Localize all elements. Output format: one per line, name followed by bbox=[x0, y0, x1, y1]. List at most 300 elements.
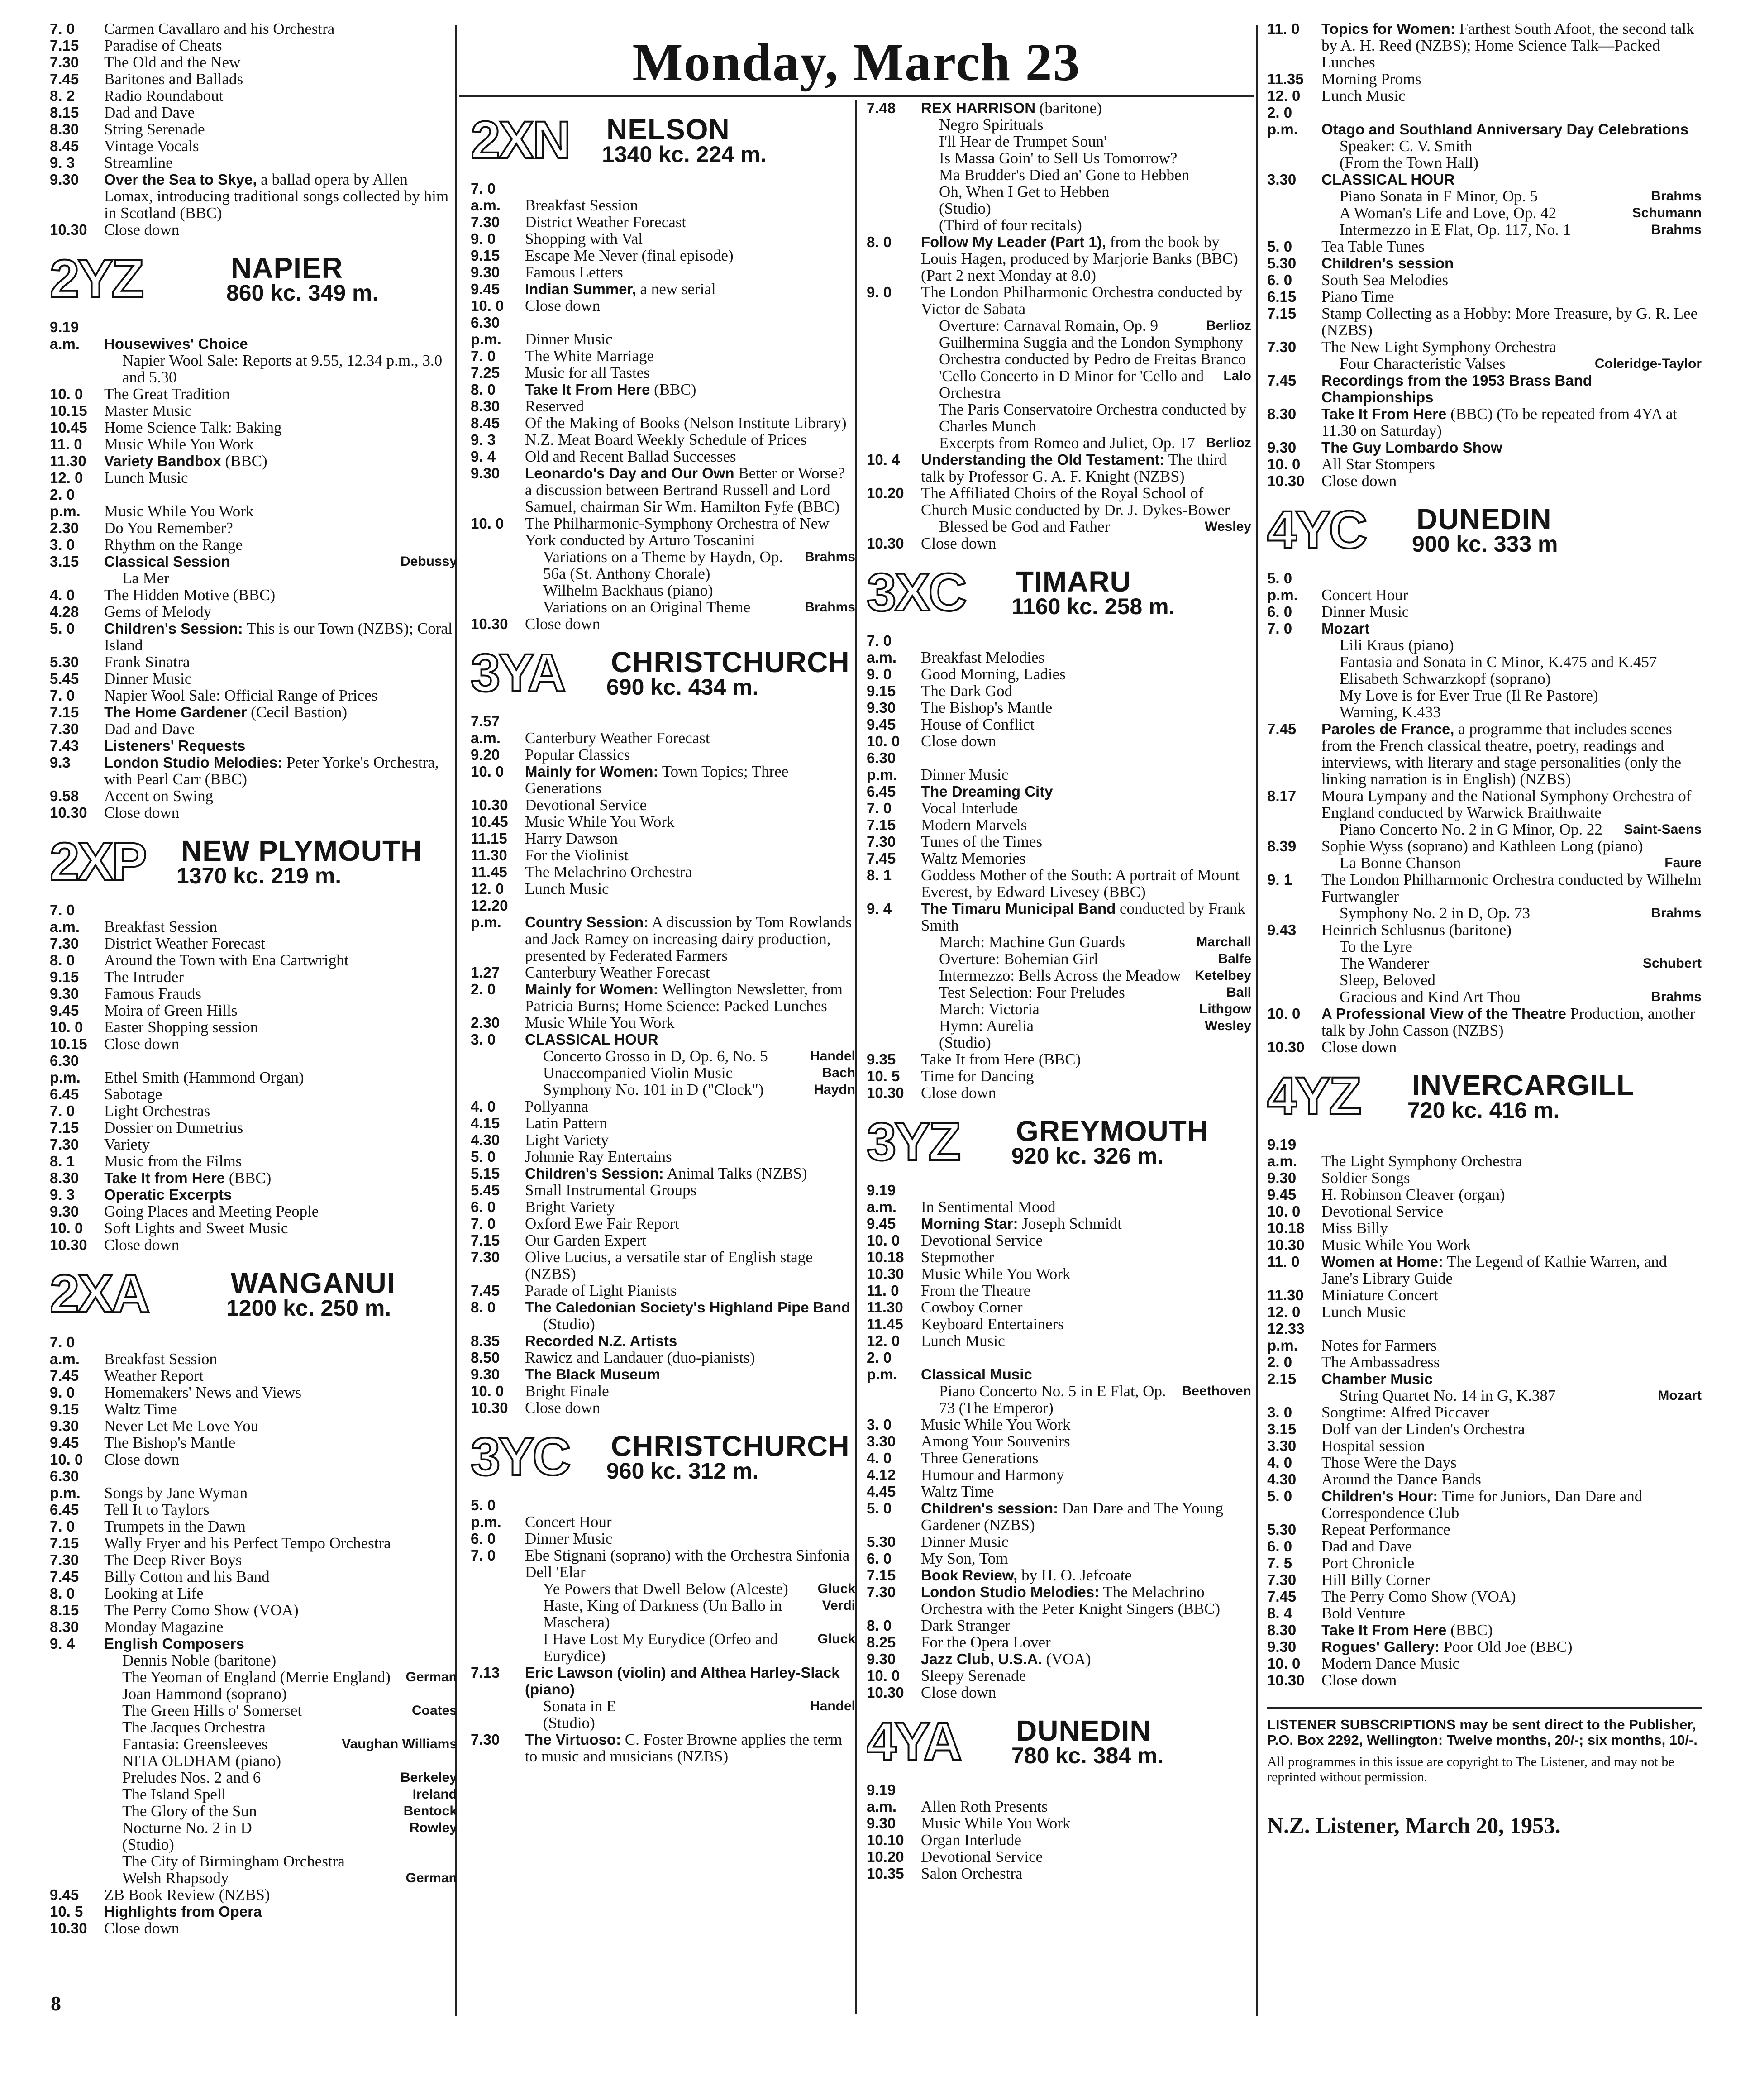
station-header bbox=[867, 565, 1251, 624]
entry-title: The Home Gardener bbox=[104, 704, 247, 721]
programme-entry bbox=[867, 1232, 1251, 1249]
programme-entry bbox=[867, 485, 1251, 535]
programme-entry bbox=[867, 1865, 1251, 1882]
entry-text: Salon Orchestra bbox=[921, 1865, 1023, 1882]
entry-time: 9.45 bbox=[50, 1434, 79, 1451]
entry-text: Of the Making of Books (Nelson Institute Library) bbox=[525, 414, 847, 432]
entry-title: Rogues' Gallery: bbox=[1321, 1638, 1440, 1655]
station-city: DUNEDIN bbox=[1016, 1714, 1151, 1747]
programme-entry bbox=[867, 867, 1251, 900]
programme-entry bbox=[471, 465, 855, 515]
entry-time: 7. 0 bbox=[50, 1518, 75, 1535]
entry-time: 9. 0 bbox=[471, 230, 496, 247]
entry-composer: Wesley bbox=[1205, 1018, 1251, 1033]
entry-time: 8. 0 bbox=[471, 1299, 496, 1316]
station-frequency: 1370 kc. 219 m. bbox=[176, 863, 342, 888]
programme-entry bbox=[50, 1551, 457, 1568]
entry-text: The New Light Symphony Orchestra bbox=[1321, 338, 1557, 356]
entry-text: Vintage Vocals bbox=[104, 137, 199, 155]
programme-entry bbox=[471, 616, 855, 632]
entry-title: Over the Sea to Skye, bbox=[104, 171, 257, 188]
column-3 bbox=[867, 100, 1251, 2100]
entry-text: Olive Lucius, a versatile star of English stage (NZBS) bbox=[525, 1248, 813, 1283]
programme-entry bbox=[1267, 305, 1702, 339]
entry-text: District Weather Forecast bbox=[525, 213, 687, 231]
programme-entry bbox=[867, 1433, 1251, 1450]
entry-time: 7.30 bbox=[1267, 1571, 1297, 1588]
programme-entry bbox=[1267, 1236, 1702, 1253]
programme-entry bbox=[1267, 871, 1702, 921]
programme-entry bbox=[471, 964, 855, 981]
programme-entry bbox=[471, 1366, 855, 1383]
station-callsign: 2XP bbox=[50, 832, 146, 892]
programme-entry bbox=[867, 1533, 1251, 1550]
station-callsign: 2XA bbox=[50, 1264, 148, 1324]
entry-title: Morning Star: bbox=[921, 1215, 1018, 1232]
entry-text: South Sea Melodies bbox=[1321, 271, 1448, 289]
entry-detail: (From the Town Hall) bbox=[1340, 154, 1479, 172]
entry-text: The Intruder bbox=[104, 968, 184, 986]
entry-time: 6.45 bbox=[867, 783, 896, 800]
programme-entry bbox=[1267, 1253, 1702, 1287]
entry-time: 7.45 bbox=[471, 1282, 500, 1299]
programme-entry bbox=[50, 104, 457, 121]
entry-text: Napier Wool Sale: Official Range of Prices bbox=[104, 687, 378, 704]
programme-entry bbox=[50, 1220, 457, 1236]
programme-entry bbox=[50, 1501, 457, 1518]
programme-entry bbox=[471, 830, 855, 847]
programme-entry bbox=[867, 1815, 1251, 1832]
entry-text: Hill Billy Corner bbox=[1321, 1571, 1430, 1589]
entry-detail: (Studio) bbox=[939, 200, 991, 217]
programme-entry bbox=[1267, 1588, 1702, 1605]
entry-text: Close down bbox=[1321, 472, 1397, 490]
entry-text: Do You Remember? bbox=[104, 519, 233, 537]
programme-entry bbox=[50, 687, 457, 704]
entry-time: 6.45 bbox=[50, 1501, 79, 1518]
entry-text: Dossier on Dumetrius bbox=[104, 1119, 243, 1136]
entry-time: 3. 0 bbox=[50, 536, 75, 553]
programme-entry bbox=[50, 221, 457, 238]
entry-detail: Brahms Gracious and Kind Art Thou bbox=[1340, 988, 1702, 1006]
entry-composer: Lalo bbox=[1223, 368, 1251, 383]
entry-text: Harry Dawson bbox=[525, 830, 618, 847]
entry-time: 6.30 p.m. bbox=[50, 1468, 81, 1501]
entry-text: Devotional Service bbox=[921, 1848, 1043, 1866]
entry-time: 2.15 bbox=[1267, 1370, 1297, 1387]
entry-time: 12. 0 bbox=[1267, 1303, 1301, 1320]
entry-time: 3.30 bbox=[1267, 1437, 1297, 1454]
entry-composer: Faure bbox=[1664, 855, 1702, 870]
entry-text: Gems of Melody bbox=[104, 603, 212, 620]
entry-text: Easter Shopping session bbox=[104, 1018, 258, 1036]
station-header bbox=[1267, 500, 1702, 562]
entry-text: a ballad opera by Allen Lomax, introducing traditional songs collected by him in Scotland (BBC) bbox=[104, 171, 449, 222]
entry-text: Close down bbox=[104, 1035, 180, 1053]
entry-text: Sophie Wyss (soprano) and Kathleen Long (piano) bbox=[1321, 837, 1643, 855]
entry-time: 11.45 bbox=[471, 864, 507, 880]
entry-text: My Son, Tom bbox=[921, 1550, 1008, 1567]
entry-time: 7.57 a.m. bbox=[471, 713, 501, 746]
programme-entry bbox=[867, 1349, 1251, 1416]
programme-entry bbox=[50, 804, 457, 821]
entry-time: 2.30 bbox=[471, 1014, 500, 1031]
entry-title: Mainly for Women: bbox=[525, 981, 658, 998]
programme-entry bbox=[1267, 87, 1702, 104]
programme-entry bbox=[1267, 238, 1702, 255]
entry-title: Jazz Club, U.S.A. bbox=[921, 1651, 1042, 1667]
entry-text: The Perry Como Show (VOA) bbox=[104, 1601, 299, 1619]
entry-time: 11. 0 bbox=[867, 1282, 899, 1299]
entry-time: 9.15 bbox=[867, 682, 896, 699]
entry-time: 12.33 p.m. bbox=[1267, 1320, 1305, 1354]
programme-entry bbox=[50, 419, 457, 436]
entry-detail: Faure La Bonne Chanson bbox=[1340, 854, 1702, 872]
programme-entry bbox=[471, 1148, 855, 1165]
programme-entry bbox=[1267, 1005, 1702, 1039]
programme-entry bbox=[1267, 921, 1702, 1005]
entry-title: Children's session bbox=[1321, 255, 1454, 272]
entry-time: 6. 0 bbox=[1267, 1538, 1292, 1555]
entry-text: For the Violinist bbox=[525, 846, 629, 864]
entry-detail: Vaughan Williams Fantasia: Greensleeves bbox=[122, 1735, 457, 1753]
entry-title: The Timaru Municipal Band bbox=[921, 900, 1116, 917]
entry-composer: Brahms bbox=[805, 600, 855, 615]
entry-text: The Perry Como Show (VOA) bbox=[1321, 1588, 1516, 1605]
entry-time: 8.35 bbox=[471, 1332, 500, 1349]
entry-detail: Gluck Ye Powers that Dwell Below (Alceste) bbox=[543, 1580, 855, 1598]
programme-entry bbox=[867, 1781, 1251, 1815]
entry-text: The Bishop's Mantle bbox=[921, 699, 1053, 716]
programme-entry bbox=[1267, 570, 1702, 603]
programme-entry bbox=[50, 87, 457, 104]
entry-composer: Bach bbox=[822, 1065, 855, 1080]
entry-text: Popular Classics bbox=[525, 746, 630, 764]
programme-entry bbox=[50, 1136, 457, 1153]
entry-title: The Virtuoso: bbox=[525, 1731, 621, 1748]
entry-time: 8.30 bbox=[1267, 1622, 1297, 1638]
programme-entry bbox=[1267, 1370, 1702, 1404]
programme-entry bbox=[50, 1102, 457, 1119]
entry-time: 10.15 bbox=[50, 1036, 87, 1052]
entry-text: Lunch Music bbox=[921, 1332, 1005, 1350]
entry-composer: Vaughan Williams bbox=[342, 1737, 457, 1752]
entry-text: Close down bbox=[1321, 1038, 1397, 1056]
entry-title: Chamber Music bbox=[1321, 1370, 1433, 1387]
station-header bbox=[867, 1112, 1251, 1174]
entry-time: 9.30 bbox=[50, 171, 79, 188]
entry-text: Those Were the Days bbox=[1321, 1454, 1457, 1471]
programme-entry bbox=[50, 138, 457, 154]
entry-composer: Debussy bbox=[400, 554, 457, 569]
entry-time: 8.45 bbox=[471, 415, 500, 431]
entry-time: 7.25 bbox=[471, 364, 500, 381]
entry-text: Around the Dance Bands bbox=[1321, 1470, 1481, 1488]
entry-text: District Weather Forecast bbox=[104, 935, 266, 952]
programme-entry bbox=[1267, 1521, 1702, 1538]
programme-entry bbox=[50, 620, 457, 654]
entry-text: Production, another talk by John Casson (NZBS) bbox=[1321, 1005, 1695, 1039]
entry-time: 10.30 bbox=[1267, 1236, 1305, 1253]
programme-entry bbox=[1267, 1404, 1702, 1421]
entry-time: 12.20 p.m. bbox=[471, 897, 508, 931]
entry-time: 7.30 bbox=[50, 1551, 79, 1568]
programme-entry bbox=[50, 1535, 457, 1551]
entry-text: The Great Tradition bbox=[104, 385, 230, 403]
entry-time: 9.30 bbox=[471, 264, 500, 281]
entry-detail: Brahms Piano Sonata in F Minor, Op. 5 bbox=[1340, 187, 1702, 205]
entry-text: Master Music bbox=[104, 402, 192, 420]
entry-text: Close down bbox=[525, 1399, 601, 1417]
entry-detail: (Studio) bbox=[122, 1836, 174, 1853]
programme-entry bbox=[1267, 788, 1702, 838]
entry-title: The Dreaming City bbox=[921, 783, 1053, 800]
entry-time: 10.30 bbox=[471, 1399, 508, 1416]
programme-entry bbox=[867, 800, 1251, 816]
entry-text: Dinner Music bbox=[104, 670, 192, 687]
entry-text: Soldier Songs bbox=[1321, 1169, 1410, 1187]
programme-entry bbox=[867, 666, 1251, 682]
programme-entry bbox=[1267, 272, 1702, 288]
programme-entry bbox=[867, 100, 1251, 234]
entry-time: 5. 0 bbox=[471, 1148, 496, 1165]
programme-entry bbox=[867, 1651, 1251, 1667]
entry-time: 8.15 bbox=[50, 1602, 79, 1618]
programme-entry bbox=[471, 1014, 855, 1031]
entry-text: Modern Marvels bbox=[921, 816, 1027, 834]
entry-time: 7.13 bbox=[471, 1664, 500, 1681]
programme-entry bbox=[50, 469, 457, 486]
programme-entry bbox=[867, 716, 1251, 733]
entry-text: Breakfast Session bbox=[104, 1350, 217, 1368]
entry-title: Highlights from Opera bbox=[104, 1903, 262, 1920]
entry-time: 7. 0 bbox=[867, 800, 892, 816]
entry-detail: Warning, K.433 bbox=[1340, 703, 1441, 721]
entry-time: 7.30 bbox=[1267, 339, 1297, 355]
entry-detail: Balfe Overture: Bohemian Girl bbox=[939, 950, 1251, 968]
entry-text: (BBC) bbox=[229, 1169, 272, 1187]
entry-detail: The Paris Conservatoire Orchestra conducted by Charles Munch bbox=[939, 401, 1247, 435]
issue-footer: N.Z. Listener, March 20, 1953. bbox=[1267, 1813, 1561, 1838]
entry-text: Dinner Music bbox=[921, 766, 1009, 783]
station-header bbox=[471, 643, 855, 705]
entry-text: Close down bbox=[104, 1236, 180, 1254]
entry-time: 7.48 bbox=[867, 100, 896, 116]
entry-time: 7. 0 bbox=[471, 1547, 496, 1564]
entry-detail: Haydn Symphony No. 101 in D ("Clock") bbox=[543, 1081, 855, 1098]
programme-entry bbox=[50, 402, 457, 419]
entry-composer: Brahms bbox=[1651, 222, 1702, 237]
entry-time: 11. 0 bbox=[1267, 20, 1300, 37]
programme-entry bbox=[50, 154, 457, 171]
entry-time: 7.30 bbox=[471, 1731, 500, 1748]
entry-title: Take It from Here bbox=[104, 1169, 225, 1186]
entry-detail: Saint-Saens Piano Concerto No. 2 in G Minor, Op. 22 bbox=[1340, 821, 1702, 838]
programme-entry bbox=[50, 603, 457, 620]
entry-time: 9. 4 bbox=[471, 448, 496, 465]
entry-time: 5. 0 bbox=[867, 1500, 892, 1517]
entry-composer: Gluck bbox=[817, 1581, 855, 1596]
entry-text: Cowboy Corner bbox=[921, 1298, 1023, 1316]
entry-text: Dad and Dave bbox=[1321, 1537, 1412, 1555]
entry-time: 9. 3 bbox=[50, 1186, 75, 1203]
entry-title: Recordings from the 1953 Brass Band Championships bbox=[1321, 372, 1592, 406]
entry-detail: Schumann A Woman's Life and Love, Op. 42 bbox=[1340, 204, 1702, 222]
entry-text: Farthest South Afoot, the second talk by A. H. Reed (NZBS); Home Science Talk—Packed Lunches bbox=[1321, 20, 1694, 71]
programme-entry bbox=[50, 1451, 457, 1468]
entry-title: Follow My Leader (Part 1), bbox=[921, 234, 1106, 250]
entry-text: Notes for Farmers bbox=[1321, 1336, 1437, 1354]
entry-time: 8. 1 bbox=[867, 867, 892, 883]
entry-time: 10. 0 bbox=[1267, 1005, 1301, 1022]
entry-detail: Napier Wool Sale: Reports at 9.55, 12.34 p.m., 3.0 and 5.30 bbox=[122, 352, 443, 386]
entry-time: 7.45 bbox=[50, 71, 79, 87]
entry-time: 9.45 bbox=[50, 1002, 79, 1019]
entry-time: 4. 0 bbox=[867, 1450, 892, 1466]
programme-entry bbox=[50, 1635, 457, 1886]
programme-entry bbox=[50, 1602, 457, 1618]
entry-text: Ebe Stignani (soprano) with the Orchestra Sinfonia Dell 'Elar bbox=[525, 1546, 850, 1581]
entry-text: Joseph Schmidt bbox=[1022, 1215, 1122, 1232]
programme-entry bbox=[50, 1418, 457, 1434]
entry-text: Variety bbox=[104, 1136, 150, 1153]
programme-entry bbox=[867, 833, 1251, 850]
entry-detail: Fantasia and Sonata in C Minor, K.475 and K.457 bbox=[1340, 653, 1657, 671]
entry-time: 12. 0 bbox=[1267, 87, 1301, 104]
entry-text: All Star Stompers bbox=[1321, 455, 1435, 473]
entry-composer: Ireland bbox=[412, 1787, 457, 1802]
programme-entry bbox=[867, 1051, 1251, 1068]
entry-text: Paradise of Cheats bbox=[104, 37, 222, 54]
entry-time: 7.15 bbox=[1267, 305, 1297, 322]
programme-entry bbox=[1267, 1169, 1702, 1186]
entry-text: Music for all Tastes bbox=[525, 364, 650, 382]
entry-detail: Bach Unaccompanied Violin Music bbox=[543, 1064, 855, 1082]
copyright-note: All programmes in this issue are copyright to The Listener, and may not be reprinted without permission. bbox=[1267, 1754, 1674, 1785]
entry-time: 6. 0 bbox=[867, 1550, 892, 1567]
entry-text: Canterbury Weather Forecast bbox=[525, 964, 710, 981]
entry-composer: Mozart bbox=[1658, 1388, 1702, 1403]
programme-entry bbox=[867, 1068, 1251, 1084]
entry-composer: Brahms bbox=[1651, 906, 1702, 921]
entry-text: by H. O. Jefcoate bbox=[1021, 1566, 1132, 1584]
programme-entry bbox=[867, 1550, 1251, 1567]
column-rule bbox=[1256, 25, 1258, 2016]
programme-entry bbox=[471, 847, 855, 864]
entry-detail: Ireland The Island Spell bbox=[122, 1785, 457, 1803]
entry-detail: German Welsh Rhapsody bbox=[122, 1869, 457, 1887]
programme-entry bbox=[867, 1567, 1251, 1584]
programme-entry bbox=[50, 1086, 457, 1102]
entry-time: 6. 0 bbox=[471, 1530, 496, 1547]
entry-text: Bold Venture bbox=[1321, 1604, 1406, 1622]
entry-text: Music While You Work bbox=[525, 813, 675, 830]
entry-time: 11. 0 bbox=[1267, 1253, 1300, 1270]
entry-text: Wellington Newsletter, from Patricia Burns; Home Science: Packed Lunches bbox=[525, 980, 843, 1015]
entry-detail: Brahms Variations on a Theme by Haydn, Op. 56a (St. Anthony Chorale) bbox=[543, 548, 855, 582]
entry-time: 4.15 bbox=[471, 1115, 500, 1131]
entry-text: Rawicz and Landauer (duo-pianists) bbox=[525, 1349, 755, 1366]
entry-text: Bright Variety bbox=[525, 1198, 615, 1216]
programme-entry bbox=[50, 935, 457, 952]
column-4-body bbox=[1267, 20, 1702, 1689]
entry-text: Dinner Music bbox=[1321, 603, 1409, 620]
programme-entry bbox=[471, 1332, 855, 1349]
programme-entry bbox=[50, 1434, 457, 1451]
entry-time: 10.35 bbox=[867, 1865, 904, 1882]
entry-title: Country Session: bbox=[525, 914, 649, 931]
programme-entry bbox=[471, 448, 855, 465]
entry-text: Waltz Time bbox=[921, 1483, 994, 1500]
programme-entry bbox=[1267, 1471, 1702, 1488]
programme-entry bbox=[471, 1232, 855, 1249]
entry-time: 7. 0 bbox=[50, 20, 75, 37]
entry-time: 2.30 bbox=[50, 520, 79, 536]
programme-entry bbox=[50, 1153, 457, 1169]
entry-time: 8.45 bbox=[50, 138, 79, 154]
entry-time: 10. 0 bbox=[471, 763, 504, 780]
entry-text: Take It from Here (BBC) bbox=[921, 1050, 1081, 1068]
programme-entry bbox=[1267, 1605, 1702, 1622]
programme-entry bbox=[1267, 603, 1702, 620]
entry-text: The London Philharmonic Orchestra conducted by Victor de Sabata bbox=[921, 283, 1243, 318]
entry-composer: Berlioz bbox=[1206, 435, 1251, 450]
entry-text: C. Foster Browne applies the term to music and musicians (NZBS) bbox=[525, 1731, 843, 1765]
entry-text: Close down bbox=[104, 221, 180, 239]
programme-entry bbox=[867, 1684, 1251, 1701]
entry-time: 2. 0 p.m. bbox=[50, 486, 81, 520]
programme-entry bbox=[50, 20, 457, 37]
entry-time: 9.45 bbox=[867, 716, 896, 733]
entry-title: Listeners' Requests bbox=[104, 737, 246, 754]
entry-time: 10. 0 bbox=[50, 386, 83, 402]
entry-time: 9.43 bbox=[1267, 921, 1297, 938]
entry-detail: To the Lyre bbox=[1340, 938, 1412, 955]
entry-text: Devotional Service bbox=[1321, 1203, 1444, 1220]
programme-entry bbox=[471, 297, 855, 314]
entry-time: 10.30 bbox=[867, 1684, 904, 1701]
entry-composer: Rowley bbox=[409, 1820, 457, 1835]
entry-time: 5.15 bbox=[471, 1165, 500, 1182]
entry-composer: Bentock bbox=[403, 1804, 457, 1818]
entry-time: 7. 0 bbox=[50, 1102, 75, 1119]
programme-entry bbox=[50, 969, 457, 985]
entry-time: 10.30 bbox=[1267, 472, 1305, 489]
programme-entry bbox=[471, 264, 855, 281]
programme-entry bbox=[50, 902, 457, 935]
programme-entry bbox=[867, 284, 1251, 451]
programme-entry bbox=[50, 952, 457, 969]
entry-composer: German bbox=[405, 1670, 457, 1685]
programme-entry bbox=[1267, 171, 1702, 238]
entry-composer: Handel bbox=[810, 1049, 855, 1064]
entry-time: 9.45 bbox=[50, 1886, 79, 1903]
entry-time: 10.30 bbox=[50, 221, 87, 238]
entry-text: Songtime: Alfred Piccaver bbox=[1321, 1403, 1490, 1421]
entry-time: 11.30 bbox=[50, 453, 86, 469]
programme-entry bbox=[50, 54, 457, 71]
programme-entry bbox=[50, 386, 457, 402]
programme-entry bbox=[1267, 1555, 1702, 1571]
entry-title: A Professional View of the Theatre bbox=[1321, 1005, 1566, 1022]
entry-time: 10.30 bbox=[1267, 1672, 1305, 1689]
entry-text: Close down bbox=[921, 732, 997, 750]
entry-time: 10. 0 bbox=[50, 1019, 83, 1036]
programme-entry bbox=[1267, 288, 1702, 305]
entry-text: (BBC) bbox=[225, 452, 267, 470]
station-frequency: 960 kc. 312 m. bbox=[606, 1458, 759, 1484]
entry-time: 5.30 bbox=[50, 654, 79, 670]
